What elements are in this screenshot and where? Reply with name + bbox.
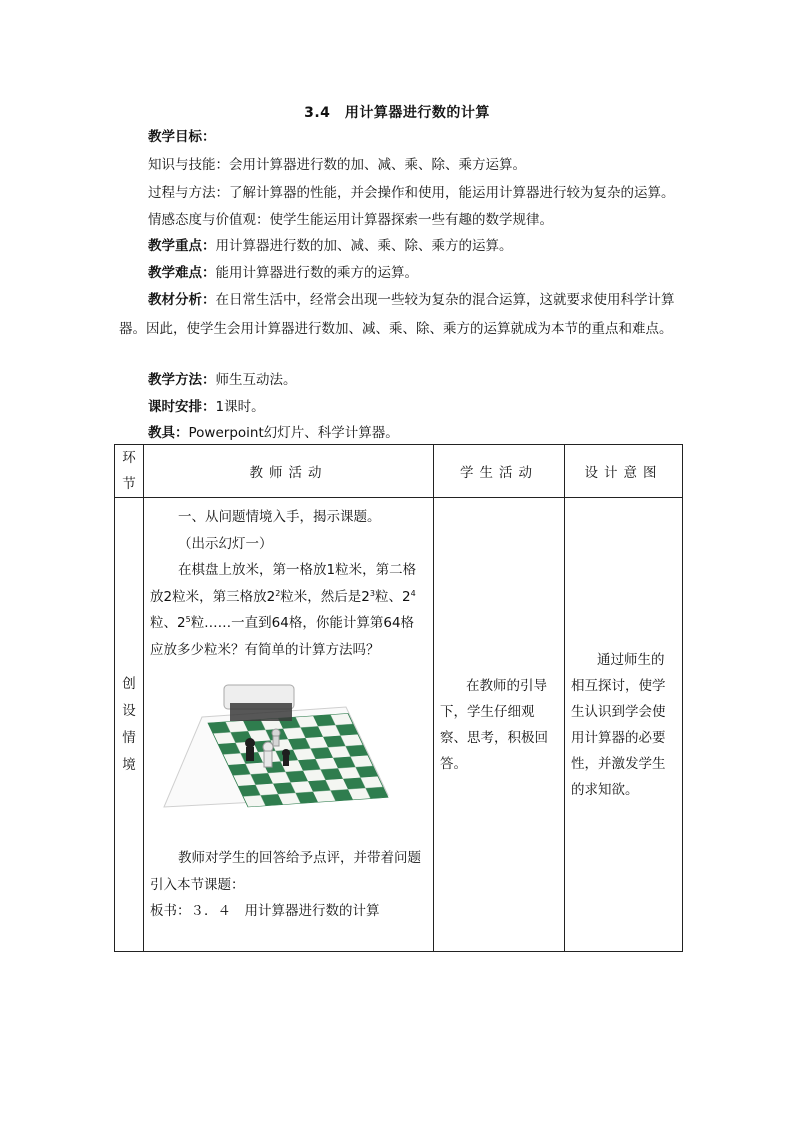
teacher-board-text: 板书：３．４ 用计算器进行数的计算 xyxy=(150,903,380,919)
analysis-text: 在日常生活中，经常会出现一些较为复杂的混合运算，这就要求使用科学计算器。因此，使学生会用计算器进行数加、减、乘、除、乘方的运算就成为本节的重点和难点。 xyxy=(119,292,675,337)
hours-text: 1课时。 xyxy=(215,399,265,415)
stage-cell xyxy=(115,498,144,952)
key-point-label: 教学重点： xyxy=(148,238,216,254)
teacher-activity-cell xyxy=(144,498,434,952)
method-text: 师生互动法。 xyxy=(215,372,297,388)
design-intent-text: 通过师生的相互探讨，使学生认识到学会使用计算器的必要性，并激发学生的求知欲。 xyxy=(571,651,666,798)
difficulty-label: 教学难点： xyxy=(148,265,216,281)
teacher-question: 在棋盘上放米，第一格放1粒米，第二格放2粒米，第三格放$2^2$粒米，然后是$2^3$粒、$2^4$粒、$2^5$粒……一直到64格，你能计算第64格应放多少粒米？有简单的计算方法吗？ xyxy=(150,562,417,658)
lesson-table xyxy=(114,444,683,952)
objectives-label: 教学目标： xyxy=(148,129,216,145)
student-activity-text: 在教师的引导下，学生仔细观察、思考，积极回答。 xyxy=(440,677,548,772)
design-intent-cell xyxy=(565,498,683,952)
tools xyxy=(148,424,399,442)
analysis-label: 教材分析： xyxy=(148,292,216,308)
page-title: 3.4 用计算器进行数的计算 xyxy=(304,105,490,121)
teacher-slide: （出示幻灯一） xyxy=(178,535,273,552)
tools-label: 教具： xyxy=(148,425,189,441)
analysis-paragraph xyxy=(119,286,679,344)
stage-text: 创设情境 xyxy=(122,675,136,773)
difficulty xyxy=(148,264,418,282)
key-point xyxy=(148,237,513,255)
difficulty-text: 能用计算器进行数的乘方的运算。 xyxy=(215,265,418,281)
table-header-row xyxy=(115,445,683,498)
tools-text: Powerpoint幻灯片、科学计算器。 xyxy=(188,425,399,441)
teacher-heading: 一、从问题情境入手，揭示课题。 xyxy=(178,509,381,525)
key-point-text: 用计算器进行数的加、减、乘、除、乘方的运算。 xyxy=(215,238,513,254)
objective-process: 过程与方法：了解计算器的性能，并会操作和使用，能运用计算器进行较为复杂的运算。 xyxy=(148,185,675,201)
header-teacher: 教师活动 xyxy=(144,445,434,498)
teacher-comment: 教师对学生的回答给予点评，并带着问题引入本节课题： xyxy=(150,850,421,893)
header-stage: 环节 xyxy=(115,445,144,498)
method-label: 教学方法： xyxy=(148,372,216,388)
hours xyxy=(148,398,265,416)
student-activity-cell xyxy=(434,498,565,952)
hours-label: 课时安排： xyxy=(148,399,216,415)
method xyxy=(148,371,297,389)
objective-knowledge: 知识与技能：会用计算器进行数的加、减、乘、除、乘方运算。 xyxy=(148,157,526,173)
objective-attitude: 情感态度与价值观：使学生能运用计算器探索一些有趣的数学规律。 xyxy=(148,212,553,228)
chessboard-image xyxy=(156,677,396,825)
header-design: 设计意图 xyxy=(565,445,683,498)
header-student: 学生活动 xyxy=(434,445,565,498)
table-row xyxy=(115,498,683,952)
